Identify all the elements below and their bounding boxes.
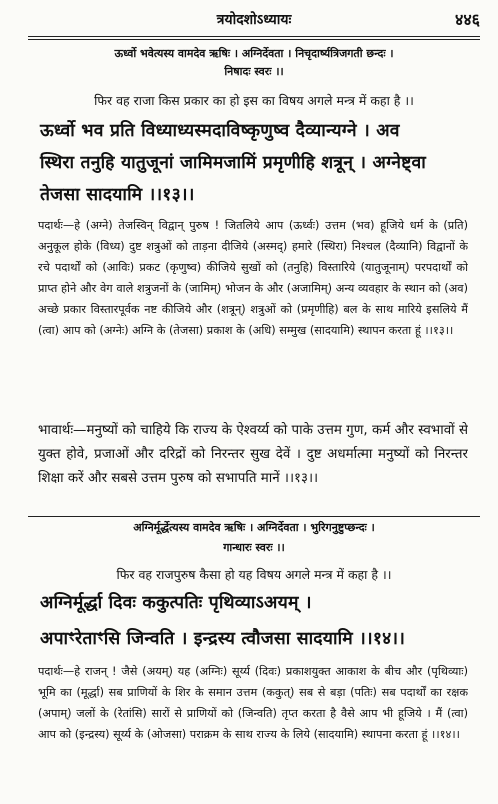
mantra-14-line-1: अग्निर्मूर्द्धा दिवः ककुत्पतिः पृथिव्याऽअयम् । [40,593,312,613]
header-rule-bottom [28,39,480,40]
mantra-13-purport: भावार्थः—मनुष्यों को चाहिये कि राज्य के ऐश्वर्य्य को पाके उत्तम गुण, कर्म और स्वभावों से युक्त होवे, प्रजाओं और दरिद्रों को निरन्तर सुख देवें । दुष्ट अधर्मात्मा मनुष्यों को निरन्तर शिक्षा करें और सबसे उत्तम पुरुष को सभापति मानें ।।१३।। [38,423,468,486]
page-number: ४४६ [455,10,480,29]
mantra-13-swara: निषादः स्वरः ।। [224,65,284,78]
header-rule-top [28,36,480,37]
chapter-title: त्रयोदशोऽध्यायः [216,12,292,28]
mantra-14-line-2: अपाꣳरेताꣳसि जिन्वति । इन्द्रस्य त्वौजसा सादयामि ।।१४।। [40,629,406,649]
mantra-14-swara: गान्धारः स्वरः ।। [223,541,285,554]
mantra-14-word-meaning: पदार्थः—हे राजन् ! जैसे (अयम्) यह (अग्निः) सूर्य्य (दिवः) प्रकाशयुक्त आकाश के बीच और (पृथिव्याः) भूमि का (मूर्द्धा) सब प्राणियों के शिर के समान उत्तम (ककुत्) सब से बड़ा (पतिः) सब पदार्थों का रक्षक (अपाम्) जलों के (रेतांसि) सारों से प्राणियों को (जिन्वति) तृप्त करता है वैसे आप भी हूजिये । मैं (त्वा) आप को (इन्द्रस्य) सूर्य्य के (ओजसा) पराक्रम के साथ राज्य के लिये (सादयामि) स्थापना करता हूं ।।१४।। [38,665,468,741]
mantra-13-intro: फिर वह राजा किस प्रकार का हो इस का विषय अगले मन्त्र में कहा है ।। [94,93,414,108]
mantra-13-line-3: तेजसा सादयामि ।।१३।। [40,185,195,205]
mantra-13-line-1: ऊर्ध्वो भव प्रति विध्याध्यस्मदाविष्कृणुष्व दैव्यान्यग्ने । अव [40,121,400,141]
mantra-13-metadata: ऊर्ध्वो भवेत्यस्य वामदेव ऋषिः । अग्निर्देवता । निचृदार्ष्यत्रिजगती छन्दः । [114,47,394,60]
mantra-13-word-meaning: पदार्थः—हे (अग्ने) तेजस्विन् विद्वान् पुरुष ! जितलिये आप (ऊर्ध्वः) उत्तम (भव) हूजिये धर्म के (प्रति) अनुकूल होके (विध्य) दुष्ट शत्रुओं को ताड़ना दीजिये (अस्मद्) हमारे (स्थिरा) निश्चल (दैव्यानि) विद्वानों के रचे पदार्थों को (आविः) प्रकट (कृणुष्व) कीजिये सुखों को (तनुहि) विस्तारिये (यातुजूनाम्) परपदार्थों को प्राप्त होने और वेग वाले शत्रुजनों के (जामिम्) भोजन के और (अजामिम्) अन्य व्यवहार के स्थान को (अव) अच्छे प्रकार विस्तारपूर्वक नष्ट कीजिये और (शत्रून्) शत्रुओं को (प्रमृणीहि) बल के साथ मारिये इसलिये मैं (त्वा) आप को (अग्नेः) अग्नि के (तेजसा) प्रकाश के (अधि) सम्मुख (सादयामि) स्थापन करता हूं ।।१३।। [38,219,468,337]
section-divider [28,516,480,517]
mantra-13-line-2: स्थिरा तनुहि यातुजूनां जामिमजामिं प्रमृणीहि शत्रून् । अग्नेष्ट्वा [40,153,427,173]
mantra-14-intro: फिर वह राजपुरुष कैसा हो यह विषय अगले मन्त्र में कहा है ।। [116,567,392,582]
page-header [28,6,480,32]
mantra-14-metadata: अग्निर्मूर्द्धेत्यस्य वामदेव ऋषिः । अग्निर्देवता । भुरिगनुष्टुप्छन्दः । [133,521,375,534]
